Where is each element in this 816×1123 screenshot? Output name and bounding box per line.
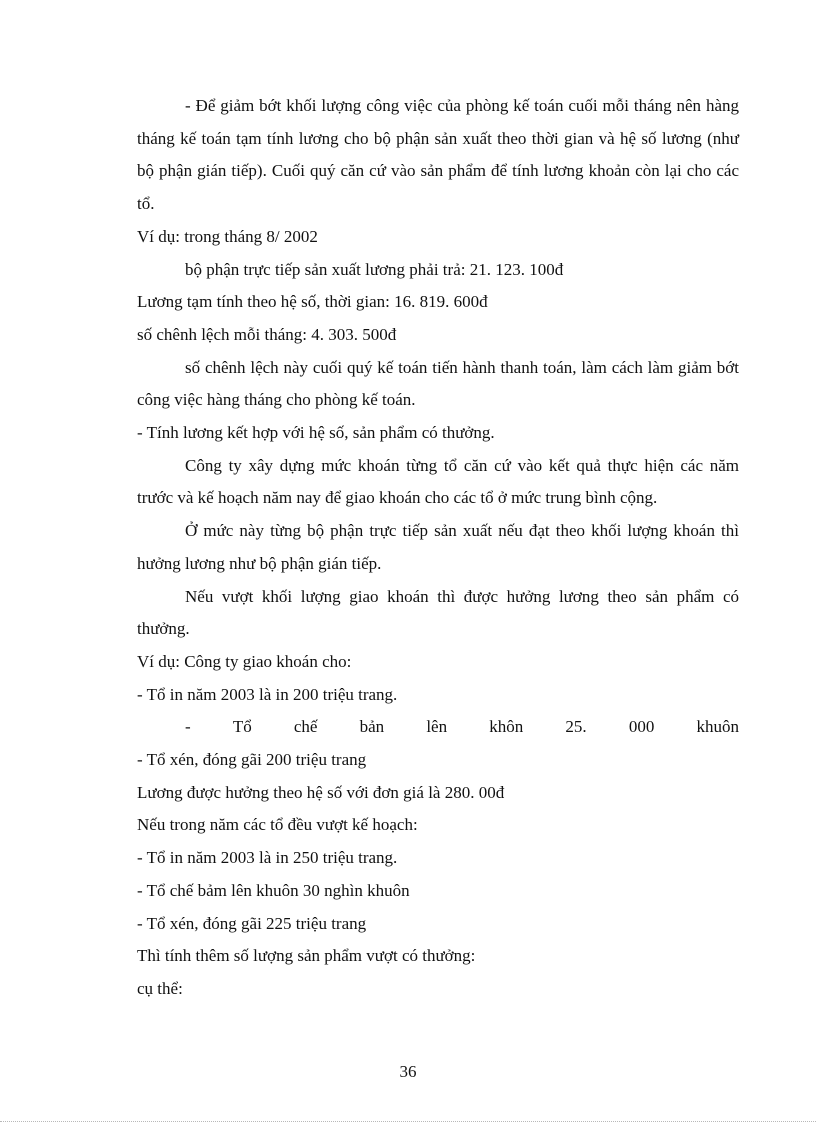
word: chế [293,717,318,737]
word: khuôn [696,717,739,737]
list-item-printing-team: - Tổ in năm 2003 là in 200 triệu trang. [137,684,398,704]
body-text [137,90,739,1006]
word: khôn [489,717,524,737]
list-item-cutting-team: - Tổ xén, đóng gãi 200 triệu trang [137,750,367,770]
example-assignment: Ví dụ: Công ty giao khoán cho: [137,651,352,671]
bonus-calculation-line: Thì tính thêm số lượng sản phẩm vượt có thưởng: [137,946,476,966]
bonus-wage-heading: - Tính lương kết hợp với hệ số, sản phẩm có thưởng. [137,423,495,443]
list-item-printing-exceed: - Tổ in năm 2003 là in 250 triệu trang. [137,848,398,868]
paragraph-meeting-quota: Ở mức này từng bộ phận trực tiếp sản xuất nếu đạt theo khối lượng khoán thì hưởng lương như bộ phận gián tiếp. [137,521,739,573]
paragraph-quota-setting: Công ty xây dựng mức khoán từng tổ căn cứ vào kết quả thực hiện các năm trước và kế hoạch năm nay để giao khoán cho các tổ ở mức trung bình cộng. [137,455,739,508]
list-item-cutting-exceed: - Tổ xén, đóng gãi 225 triệu trang [137,913,367,933]
word: bản [359,717,385,737]
list-item-plate-team [137,711,739,744]
example-month: Ví dụ: trong tháng 8/ 2002 [137,226,318,246]
paragraph-exceeding-quota: Nếu vượt khối lượng giao khoán thì được hưởng lương theo sản phẩm có thưởng. [137,586,739,639]
word: lên [426,717,448,737]
word: 000 [628,717,655,737]
word: Tổ [232,717,252,737]
page-bottom-divider [0,1121,816,1122]
list-item-plate-exceed: - Tổ chế bảm lên khuôn 30 nghìn khuôn [137,880,410,900]
monthly-difference: số chênh lệch mỗi tháng: 4. 303. 500đ [137,324,397,344]
unit-price-line: Lương được hưởng theo hệ số với đơn giá là 280. 00đ [137,782,505,802]
word: - [185,717,191,737]
paragraph-quarterly-settlement: số chênh lệch này cuối quý kế toán tiến hành thanh toán, làm cách làm giảm bớt công việc hàng tháng cho phòng kế toán. [137,357,739,410]
provisional-wage: Lương tạm tính theo hệ số, thời gian: 16. 819. 600đ [137,292,488,312]
specifically-line: cụ thể: [137,978,183,998]
exceed-plan-line: Nếu trong năm các tổ đều vượt kế hoạch: [137,815,418,835]
word: 25. [565,717,587,737]
page-number: 36 [399,1062,417,1081]
paragraph-accounting-workload: - Để giảm bớt khối lượng công việc của phòng kế toán cuối mỗi tháng nên hàng tháng kế toán tạm tính lương cho bộ phận sản xuất theo thời gian và hệ số lương (như bộ phận gián tiếp). Cuối quý căn cứ vào sản phẩm để tính lương khoản còn lại cho các tổ. [137,96,739,214]
direct-production-wage: bộ phận trực tiếp sản xuất lương phải trả: 21. 123. 100đ [185,259,564,279]
